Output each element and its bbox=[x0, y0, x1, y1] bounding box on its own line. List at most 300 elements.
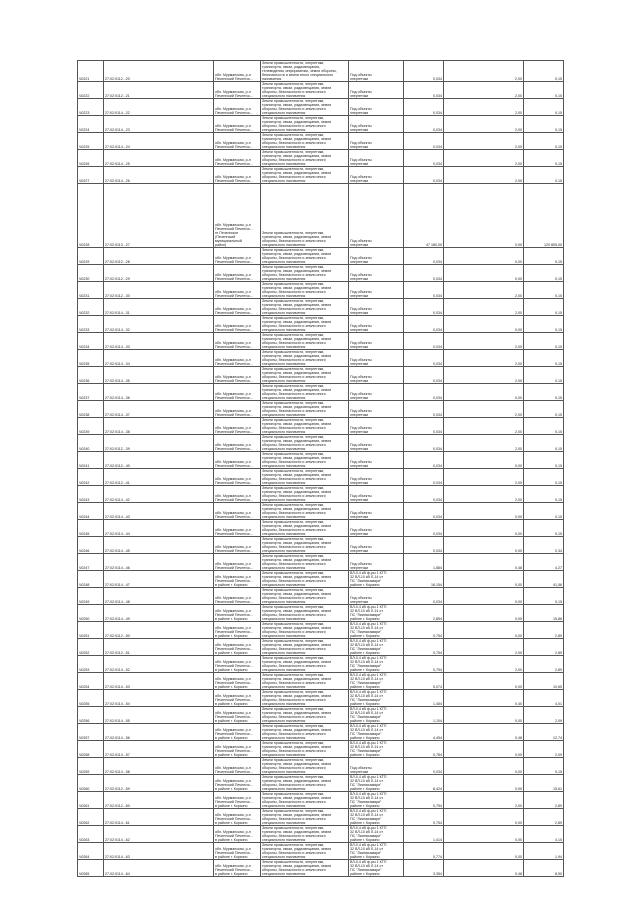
table-row bbox=[78, 792, 564, 809]
tax-amount-cell: 0,15 bbox=[524, 401, 564, 418]
land-category-cell: Земли промышленности, энергетики, транспорта, связи, радиовещания, земли обороны, безопасности и земли иного специального назначения bbox=[261, 571, 349, 588]
table-row bbox=[78, 367, 564, 384]
row-id-cell: Ч0259 bbox=[78, 758, 104, 775]
area-cell: 8,424 bbox=[404, 775, 444, 792]
rate-cell: 0,00 bbox=[444, 316, 524, 333]
rate-cell: 0,00 bbox=[444, 758, 524, 775]
land-category-cell: Земли промышленности, энергетики, транспорта, связи, радиовещания, земли обороны, безопасности и земли иного специального назначения bbox=[261, 639, 349, 656]
location-cell: обл. Мурманская, р-н Печенгский Печенгск... bbox=[214, 758, 261, 775]
land-category-cell: Земли промышленности, энергетики, транспорта, связи, радиовещания, земли обороны, безопасности и земли иного специального назначения bbox=[261, 184, 349, 248]
rate-cell: 0,00 bbox=[444, 605, 524, 622]
location-cell: обл. Мурманская, р-н Печенгский Печенгск... bbox=[214, 248, 261, 265]
area-cell: 0,034 bbox=[404, 82, 444, 99]
tax-amount-cell: 0,15 bbox=[524, 61, 564, 82]
land-category-cell: Земли промышленности, энергетики, транспорта, связи, радиовещания, земли обороны, безопасности и земли иного специального назначения bbox=[261, 299, 349, 316]
cadastral-number-cell: 27:02:0114...24 bbox=[104, 133, 214, 150]
location-cell: обл. Мурманская, р-н Печенгский Печенгск... bbox=[214, 418, 261, 435]
rate-cell: 0,00 bbox=[444, 741, 524, 758]
location-cell: обл. Мурманская, р-н Печенгский Печенгск... bbox=[214, 61, 261, 82]
permitted-use-cell: Под объекты энергетики bbox=[349, 316, 404, 333]
table-row bbox=[78, 724, 564, 741]
area-cell: 0,754 bbox=[404, 809, 444, 826]
rate-cell: 0,00 bbox=[444, 520, 524, 537]
tax-amount-cell: 0,15 bbox=[524, 282, 564, 299]
rate-cell: 2,00 bbox=[444, 469, 524, 486]
row-id-cell: Ч0262 bbox=[78, 809, 104, 826]
row-id-cell: Ч0223 bbox=[78, 99, 104, 116]
land-category-cell: Земли промышленности, энергетики, транспорта, связи, радиовещания, земли обороны, безопасности и земли иного специального назначения bbox=[261, 418, 349, 435]
row-id-cell: Ч0240 bbox=[78, 435, 104, 452]
rate-cell: 0,00 bbox=[444, 707, 524, 724]
table-row bbox=[78, 61, 564, 82]
area-cell: 1,454 bbox=[404, 690, 444, 707]
tax-amount-cell: 0,15 bbox=[524, 418, 564, 435]
cadastral-number-cell: 27:02:0114...35 bbox=[104, 367, 214, 384]
location-cell: обл. Мурманская, р-н Печенгский Печенгск... bbox=[214, 520, 261, 537]
tax-amount-cell: 2,89 bbox=[524, 639, 564, 656]
tax-amount-cell: 4,27 bbox=[524, 554, 564, 571]
location-cell: обл. Мурманская, р-н Печенгский Печенгск... в районе г. Корзино bbox=[214, 792, 261, 809]
cadastral-number-cell: 27:02:0112...41 bbox=[104, 469, 214, 486]
row-id-cell: Ч0264 bbox=[78, 843, 104, 860]
tax-amount-cell: 0,34 bbox=[524, 537, 564, 554]
permitted-use-cell: Под объекты энергетики bbox=[349, 537, 404, 554]
row-id-cell: Ч0239 bbox=[78, 418, 104, 435]
row-id-cell: Ч0247 bbox=[78, 554, 104, 571]
rate-cell: 0,00 bbox=[444, 826, 524, 843]
location-cell: обл. Мурманская, р-н Печенгский Печенгск... bbox=[214, 435, 261, 452]
permitted-use-cell: ВЛ-0,4 кВ ф-ры 1 КТП 32 ВЛ-10 кВ Л-14 от ПС "Лиинахамари" районе г. Корзино bbox=[349, 826, 404, 843]
cadastral-number-cell: 27:02:0114...53 bbox=[104, 673, 214, 690]
table-row bbox=[78, 133, 564, 150]
cadastral-number-cell: 27:02:0112...51 bbox=[104, 639, 214, 656]
land-category-cell: Земли промышленности, энергетики, транспорта, связи, радиовещания, земли обороны, безопасности и земли иного специального назначения bbox=[261, 116, 349, 133]
tax-amount-cell: 12,74 bbox=[524, 724, 564, 741]
table-row bbox=[78, 605, 564, 622]
land-category-cell: Земли промышленности, энергетики, транспорта, связи, радиовещания, земли обороны, безопасности и земли иного специального назначения bbox=[261, 167, 349, 184]
table-row bbox=[78, 435, 564, 452]
rate-cell: 0,00 bbox=[444, 265, 524, 282]
cadastral-number-cell: 27:02:0114...36 bbox=[104, 384, 214, 401]
table-row bbox=[78, 299, 564, 316]
permitted-use-cell: Под объекты энергетики bbox=[349, 82, 404, 99]
table-row bbox=[78, 775, 564, 792]
tax-amount-cell: 0,15 bbox=[524, 367, 564, 384]
rate-cell: 0,00 bbox=[444, 184, 524, 248]
permitted-use-cell: Под объекты энергетики bbox=[349, 150, 404, 167]
land-category-cell: Земли промышленности, энергетики, транспорта, связи, радиовещания, земли обороны, безопасности и земли иного специального назначения bbox=[261, 741, 349, 758]
land-category-cell: Земли промышленности, энергетики, транспорта, связи, радиовещания, земли обороны, безопасности и земли иного специального назначения bbox=[261, 282, 349, 299]
cadastral-number-cell: 27:02:0114...44 bbox=[104, 520, 214, 537]
table-row bbox=[78, 248, 564, 265]
area-cell: 0,034 bbox=[404, 167, 444, 184]
area-cell: 0,034 bbox=[404, 401, 444, 418]
permitted-use-cell: Под объекты энергетики bbox=[349, 554, 404, 571]
row-id-cell: Ч0228 bbox=[78, 184, 104, 248]
rate-cell: 0,00 bbox=[444, 248, 524, 265]
rate-cell: 2,00 bbox=[444, 656, 524, 673]
location-cell: обл. Мурманская, р-н Печенгский Печенгск... bbox=[214, 367, 261, 384]
location-cell: обл. Мурманская, р-н Печенгский Печенгск... в районе г. Корзино bbox=[214, 860, 261, 877]
permitted-use-cell: Под объекты энергетики bbox=[349, 503, 404, 520]
row-id-cell: Ч0226 bbox=[78, 150, 104, 167]
location-cell: обл. Мурманская, р-н Печенгский Печенгск... в районе г. Корзино bbox=[214, 775, 261, 792]
permitted-use-cell: Под объекты энергетики bbox=[349, 350, 404, 367]
rate-cell: 2,00 bbox=[444, 792, 524, 809]
area-cell: 0,034 bbox=[404, 150, 444, 167]
rate-cell: 2,00 bbox=[444, 82, 524, 99]
row-id-cell: Ч0253 bbox=[78, 656, 104, 673]
table-row bbox=[78, 167, 564, 184]
land-category-cell: Земли промышленности, энергетики, транспорта, связи, радиовещания, земли обороны, безопасности и земли иного специального назначения bbox=[261, 775, 349, 792]
cadastral-number-cell: 27:02:0114...62 bbox=[104, 826, 214, 843]
location-cell: обл. Мурманская, р-н Печенгский Печенгск... bbox=[214, 82, 261, 99]
area-cell: 0,034 bbox=[404, 588, 444, 605]
cadastral-number-cell: 27:02:0114...61 bbox=[104, 809, 214, 826]
cadastral-number-cell: 27:02:0114...64 bbox=[104, 860, 214, 877]
table-row bbox=[78, 503, 564, 520]
tax-amount-cell: 0,15 bbox=[524, 486, 564, 503]
row-id-cell: Ч0224 bbox=[78, 116, 104, 133]
permitted-use-cell: ВЛ-0,4 кВ ф-ры 1 КТП 32 ВЛ-10 кВ Л-14 от ПС "Лиинахамари" районе г. Корзино bbox=[349, 690, 404, 707]
land-category-cell: Земли промышленности, энергетики, транспорта, связи, радиовещания, земли обороны, безопасности и земли иного специального назначения bbox=[261, 435, 349, 452]
permitted-use-cell: Под объекты энергетики bbox=[349, 167, 404, 184]
land-category-cell: Земли промышленности, энергетики, транспорта, связи, радиовещания, земли обороны, безопасности и земли иного специального назначения bbox=[261, 656, 349, 673]
rate-cell: 2,00 bbox=[444, 167, 524, 184]
rate-cell: 0,00 bbox=[444, 775, 524, 792]
permitted-use-cell: Под объекты энергетики bbox=[349, 469, 404, 486]
tax-amount-cell: 4,15 bbox=[524, 826, 564, 843]
land-category-cell: Земли промышленности, энергетики, транспорта, связи, радиовещания, земли обороны, безопасности и земли иного специального назначения bbox=[261, 554, 349, 571]
rate-cell: 0,00 bbox=[444, 588, 524, 605]
land-category-cell: Земли промышленности, энергетики, транспорта, связи, радиовещания, земли обороны, безопасности и земли иного специального назначения bbox=[261, 469, 349, 486]
table-row bbox=[78, 384, 564, 401]
table-row bbox=[78, 418, 564, 435]
row-id-cell: Ч0252 bbox=[78, 639, 104, 656]
permitted-use-cell: Под объекты энергетики bbox=[349, 758, 404, 775]
row-id-cell: Ч0248 bbox=[78, 571, 104, 588]
land-category-cell: Земли промышленности, энергетики, транспорта, связи, радиовещания, земли обороны, безопасности и земли иного специального назначения bbox=[261, 690, 349, 707]
area-cell: 0,034 bbox=[404, 265, 444, 282]
row-id-cell: Ч0236 bbox=[78, 367, 104, 384]
location-cell: обл. Мурманская, р-н Печенгский Печенгск... в районе г. Корзино bbox=[214, 622, 261, 639]
tax-amount-cell: 0,15 bbox=[524, 265, 564, 282]
location-cell: обл. Мурманская, р-н Печенгский Печенгск... bbox=[214, 384, 261, 401]
location-cell: обл. Мурманская, р-н Печенгский Печенгск... bbox=[214, 503, 261, 520]
area-cell: 0,034 bbox=[404, 384, 444, 401]
area-cell: 0,754 bbox=[404, 639, 444, 656]
area-cell: 0,034 bbox=[404, 248, 444, 265]
rate-cell: 0,00 bbox=[444, 809, 524, 826]
rate-cell: 2,00 bbox=[444, 418, 524, 435]
area-cell: 0,034 bbox=[404, 61, 444, 82]
area-cell: 0,034 bbox=[404, 299, 444, 316]
land-category-cell: Земли промышленности, энергетики, транспорта, связи, радиовещания, земли обороны, безопасности и земли иного специального назначения bbox=[261, 350, 349, 367]
land-category-cell: Земли промышленности, энергетики, транспорта, связи, радиовещания, земли обороны, безопасности и земли иного специального назначения bbox=[261, 248, 349, 265]
rate-cell: 2,00 bbox=[444, 61, 524, 82]
location-cell: обл. Мурманская, р-н Печенгский Печенгск... в районе г. Корзино bbox=[214, 571, 261, 588]
cadastral-number-cell: 27:02:0114...43 bbox=[104, 503, 214, 520]
land-category-cell: Земли промышленности, энергетики, транспорта, связи, радиовещания, земли обороны, безопасности и земли иного специального назначения bbox=[261, 792, 349, 809]
land-category-cell: Земли промышленности, энергетики, транспорта, связи, радиовещания, земли обороны, безопасности и земли иного специального назначения bbox=[261, 758, 349, 775]
land-category-cell: Земли промышленности, энергетики, транспорта, связи, радиовещания, земли обороны, безопасности и земли иного специального назначения bbox=[261, 673, 349, 690]
cadastral-number-cell: 27:02:0114...52 bbox=[104, 656, 214, 673]
permitted-use-cell: ВЛ-0,4 кВ ф-ры 1 КТП 32 ВЛ-10 кВ Л-14 от ПС "Лиинахамари" районе г. Корзино bbox=[349, 622, 404, 639]
area-cell: 1,104 bbox=[404, 707, 444, 724]
permitted-use-cell: Под объекты энергетики bbox=[349, 248, 404, 265]
tax-amount-cell: 2,89 bbox=[524, 792, 564, 809]
location-cell: обл. Мурманская, р-н Печенгский Печенгск... bbox=[214, 150, 261, 167]
permitted-use-cell: ВЛ-0,4 кВ ф-ры 1 КТП 32 ВЛ-10 кВ Л-14 от ПС "Лиинахамари" районе г. Корзино bbox=[349, 639, 404, 656]
land-category-cell: Земли промышленности, энергетики, транспорта, связи, радиовещания, земли обороны, безопасности и земли иного специального назначения bbox=[261, 367, 349, 384]
cadastral-number-cell: 27:02:0114...42 bbox=[104, 486, 214, 503]
permitted-use-cell: Под объекты энергетики bbox=[349, 520, 404, 537]
cadastral-number-cell: 27:02:0112...50 bbox=[104, 622, 214, 639]
land-category-cell: Земли промышленности, энергетики, транспорта, связи, радиовещания, земли обороны, безопасности и земли иного специального назначения bbox=[261, 826, 349, 843]
cadastral-number-cell: 27:02:0114...38 bbox=[104, 418, 214, 435]
permitted-use-cell: Под объекты энергетики bbox=[349, 486, 404, 503]
table-row bbox=[78, 673, 564, 690]
table-body bbox=[78, 61, 564, 877]
cadastral-number-cell: 27:02:0112...28 bbox=[104, 248, 214, 265]
row-id-cell: Ч0260 bbox=[78, 775, 104, 792]
tax-amount-cell: 0,15 bbox=[524, 82, 564, 99]
permitted-use-cell: Под объекты энергетики bbox=[349, 184, 404, 248]
tax-amount-cell: 41,56 bbox=[524, 571, 564, 588]
area-cell: 0,034 bbox=[404, 116, 444, 133]
rate-cell: 0,40 bbox=[444, 690, 524, 707]
tax-amount-cell: 0,15 bbox=[524, 299, 564, 316]
location-cell: обл. Мурманская, р-н Печенгский Печенгск... в районе г. Корзино bbox=[214, 639, 261, 656]
permitted-use-cell: Под объекты энергетики bbox=[349, 133, 404, 150]
tax-amount-cell: 0,15 bbox=[524, 248, 564, 265]
area-cell: 5,074 bbox=[404, 673, 444, 690]
row-id-cell: Ч0261 bbox=[78, 792, 104, 809]
cadastral-number-cell: 27:02:0114...58 bbox=[104, 758, 214, 775]
area-cell: 18,154 bbox=[404, 571, 444, 588]
table-row bbox=[78, 469, 564, 486]
area-cell: 0,034 bbox=[404, 503, 444, 520]
area-cell: 2,854 bbox=[404, 605, 444, 622]
row-id-cell: Ч0254 bbox=[78, 673, 104, 690]
rate-cell: 0,00 bbox=[444, 503, 524, 520]
table-row bbox=[78, 707, 564, 724]
cadastral-number-cell: 27:02:0114...25 bbox=[104, 150, 214, 167]
rate-cell: 0,48 bbox=[444, 554, 524, 571]
permitted-use-cell: ВЛ-0,4 кВ ф-ры 1 КТП 32 ВЛ-10 кВ Л-14 от ПС "Лиинахамари" районе г. Корзино bbox=[349, 792, 404, 809]
permitted-use-cell: ВЛ-0,4 кВ ф-ры 1 КТП 32 ВЛ-10 кВ Л-14 от ПС "Лиинахамари" районе г. Корзино bbox=[349, 673, 404, 690]
tax-amount-cell: 15,61 bbox=[524, 775, 564, 792]
location-cell: обл. Мурманская, р-н Печенгский Печенгск... bbox=[214, 486, 261, 503]
area-cell: 0,754 bbox=[404, 622, 444, 639]
table-row bbox=[78, 333, 564, 350]
row-id-cell: Ч0229 bbox=[78, 248, 104, 265]
land-category-cell: Земли промышленности, энергетики, транспорта, связи, радиовещания, земли обороны, безопасности и земли иного специального назначения bbox=[261, 503, 349, 520]
land-category-cell: Земли промышленности, энергетики, транспорта, связи, радиовещания, земли обороны, безопасности и земли иного специального назначения bbox=[261, 860, 349, 877]
rate-cell: 2,00 bbox=[444, 367, 524, 384]
tax-amount-cell: 0,15 bbox=[524, 99, 564, 116]
tax-amount-cell: 120 805,00 bbox=[524, 184, 564, 248]
land-category-cell: Земли промышленности, энергетики, транспорта, связи, радиовещания, земли обороны, безопасности и земли иного специального назначения bbox=[261, 537, 349, 554]
row-id-cell: Ч0222 bbox=[78, 82, 104, 99]
area-cell: 0,754 bbox=[404, 792, 444, 809]
rate-cell: 2,00 bbox=[444, 435, 524, 452]
table-row bbox=[78, 452, 564, 469]
tax-amount-cell: 0,15 bbox=[524, 469, 564, 486]
tax-amount-cell: 10,65 bbox=[524, 673, 564, 690]
tax-amount-cell: 0,15 bbox=[524, 758, 564, 775]
row-id-cell: Ч0230 bbox=[78, 265, 104, 282]
row-id-cell: Ч0250 bbox=[78, 605, 104, 622]
area-cell: 0,034 bbox=[404, 99, 444, 116]
table-row bbox=[78, 350, 564, 367]
land-category-cell: Земли промышленности, энергетики, транспорта, связи, радиовещания, земли обороны, безопасности и земли иного специального назначения bbox=[261, 316, 349, 333]
table-row bbox=[78, 520, 564, 537]
area-cell: 0,034 bbox=[404, 418, 444, 435]
permitted-use-cell: Под объекты энергетики bbox=[349, 61, 404, 82]
cadastral-number-cell: 27:02:0114...23 bbox=[104, 116, 214, 133]
table-row bbox=[78, 150, 564, 167]
row-id-cell: Ч0238 bbox=[78, 401, 104, 418]
row-id-cell: Ч0243 bbox=[78, 486, 104, 503]
location-cell: обл. Мурманская, р-н Печенгский Печенгск... в районе г. Корзино bbox=[214, 707, 261, 724]
location-cell: обл. Мурманская, р-н Печенгский Печенгск... bbox=[214, 401, 261, 418]
cadastral-number-cell: 27:02:0114...63 bbox=[104, 843, 214, 860]
location-cell: обл. Мурманская, р-н Печенгский Печенгск... bbox=[214, 333, 261, 350]
location-cell: обл. Мурманская, р-н Печенгский Печенгск... bbox=[214, 116, 261, 133]
location-cell: обл. Мурманская, р-н Печенгский Печенгск... bbox=[214, 265, 261, 282]
permitted-use-cell: Под объекты энергетики bbox=[349, 99, 404, 116]
permitted-use-cell: Под объекты энергетики bbox=[349, 452, 404, 469]
location-cell: обл. Мурманская, р-н Печенгский Печенгск... bbox=[214, 588, 261, 605]
location-cell: обл. Мурманская, р-н Печенгский Печенгск... bbox=[214, 99, 261, 116]
area-cell: 3,354 bbox=[404, 860, 444, 877]
permitted-use-cell: ВЛ-0,4 кВ ф-ры 1 КТП 32 ВЛ-10 кВ Л-14 от ПС "Лиинахамари" районе г. Корзино bbox=[349, 860, 404, 877]
row-id-cell: Ч0263 bbox=[78, 826, 104, 843]
area-cell: 0,034 bbox=[404, 333, 444, 350]
cadastral-number-cell: 27:02:0114...31 bbox=[104, 299, 214, 316]
land-category-cell: Земли промышленности, энергетики, транспорта, связи, радиовещания, земли обороны, безопасности и земли иного специального назначения bbox=[261, 843, 349, 860]
table-row bbox=[78, 82, 564, 99]
location-cell: обл. Мурманская, р-н Печенгский Печенгск... bbox=[214, 452, 261, 469]
table-row bbox=[78, 571, 564, 588]
row-id-cell: Ч0257 bbox=[78, 724, 104, 741]
location-cell: обл. Мурманская, р-н Печенгский Печенгск... в районе г. Корзино bbox=[214, 809, 261, 826]
row-id-cell: Ч0242 bbox=[78, 469, 104, 486]
land-category-cell: Земли промышленности, энергетики, транспорта, связи, радиовещания, земли обороны, безопасности и земли иного специального назначения bbox=[261, 384, 349, 401]
row-id-cell: Ч0245 bbox=[78, 520, 104, 537]
location-cell: обл. Мурманская, р-н Печенгский Печенгск... bbox=[214, 133, 261, 150]
table-row bbox=[78, 826, 564, 843]
rate-cell: 2,00 bbox=[444, 486, 524, 503]
location-cell: обл. Мурманская, р-н Печенгский Печенгск... bbox=[214, 282, 261, 299]
land-category-cell: Земли промышленности, энергетики, транспорта, связи, радиовещания, земли обороны, безопасности и земли иного специального назначения bbox=[261, 452, 349, 469]
rate-cell: 0,48 bbox=[444, 724, 524, 741]
tax-amount-cell: 4,01 bbox=[524, 690, 564, 707]
permitted-use-cell: Под объекты энергетики bbox=[349, 401, 404, 418]
tax-amount-cell: 0,15 bbox=[524, 503, 564, 520]
location-cell: обл. Мурманская, р-н Печенгский Печенгск... bbox=[214, 299, 261, 316]
permitted-use-cell: Под объекты энергетики bbox=[349, 116, 404, 133]
table-row bbox=[78, 843, 564, 860]
rate-cell: 0,00 bbox=[444, 452, 524, 469]
area-cell: 0,774 bbox=[404, 843, 444, 860]
permitted-use-cell: Под объекты энергетики bbox=[349, 265, 404, 282]
location-cell: обл. Мурманская, р-н Печенгский Печенгск... в районе г. Корзино bbox=[214, 656, 261, 673]
rate-cell: 0,00 bbox=[444, 384, 524, 401]
location-cell: обл. Мурманская, р-н Печенгский Печенгск... bbox=[214, 350, 261, 367]
cadastral-number-cell: 27:02:0114...55 bbox=[104, 707, 214, 724]
land-category-cell: Земли промышленности, энергетики, транспорта, связи, радиовещания, земли обороны, безопасности и земли иного специального назначения bbox=[261, 588, 349, 605]
row-id-cell: Ч0225 bbox=[78, 133, 104, 150]
land-tax-table bbox=[77, 60, 564, 877]
permitted-use-cell: Под объекты энергетики bbox=[349, 282, 404, 299]
land-category-cell: Земли промышленности, энергетики, транспорта, связи, радиовещания, земли обороны, безопасности и земли иного специального назначения bbox=[261, 707, 349, 724]
cadastral-number-cell: 27:02:0114...57 bbox=[104, 741, 214, 758]
permitted-use-cell: ВЛ-0,4 кВ ф-ры 1 КТП 32 ВЛ-10 кВ Л-14 от ПС "Лиинахамари" районе г. Корзино bbox=[349, 571, 404, 588]
rate-cell: 2,00 bbox=[444, 99, 524, 116]
tax-amount-cell: 0,15 bbox=[524, 350, 564, 367]
tax-amount-cell: 0,15 bbox=[524, 133, 564, 150]
land-category-cell: Земли промышленности, энергетики, транспорта, связи, радиовещания, земли обороны, безопасности и земли иного специального назначения bbox=[261, 99, 349, 116]
cadastral-number-cell: 27:02:0114...34 bbox=[104, 350, 214, 367]
cadastral-number-cell: 27:02:0114...46 bbox=[104, 554, 214, 571]
rate-cell: 0,00 bbox=[444, 622, 524, 639]
rate-cell: 0,48 bbox=[444, 860, 524, 877]
area-cell: 0,034 bbox=[404, 316, 444, 333]
location-cell: обл. Мурманская, р-н Печенгский Печенгск... bbox=[214, 554, 261, 571]
rate-cell: 2,00 bbox=[444, 282, 524, 299]
table-row bbox=[78, 537, 564, 554]
table-row bbox=[78, 486, 564, 503]
row-id-cell: Ч0244 bbox=[78, 503, 104, 520]
land-category-cell: Земли промышленности, энергетики, транспорта, связи, радиовещания, земли обороны, безопасности и земли иного специального назначения bbox=[261, 82, 349, 99]
rate-cell: 0,00 bbox=[444, 673, 524, 690]
table-row bbox=[78, 401, 564, 418]
table-row bbox=[78, 741, 564, 758]
permitted-use-cell: Под объекты энергетики bbox=[349, 333, 404, 350]
area-cell: 1,884 bbox=[404, 554, 444, 571]
cadastral-number-cell: 27:02:0112...30 bbox=[104, 282, 214, 299]
row-id-cell: Ч0235 bbox=[78, 350, 104, 367]
permitted-use-cell: Под объекты энергетики bbox=[349, 435, 404, 452]
location-cell: обл. Мурманская, р-н Печенгский Печенгск... bbox=[214, 469, 261, 486]
area-cell: 0,034 bbox=[404, 282, 444, 299]
row-id-cell: Ч0233 bbox=[78, 316, 104, 333]
row-id-cell: Ч0234 bbox=[78, 333, 104, 350]
area-cell: 0,034 bbox=[404, 537, 444, 554]
cadastral-number-cell: 27:02:0112...60 bbox=[104, 792, 214, 809]
rate-cell: 0,00 bbox=[444, 571, 524, 588]
cadastral-number-cell: 27:02:0114...54 bbox=[104, 690, 214, 707]
tax-amount-cell: 0,15 bbox=[524, 384, 564, 401]
area-cell: 0,034 bbox=[404, 520, 444, 537]
permitted-use-cell: ВЛ-0,4 кВ ф-ры 1 КТП 32 ВЛ-10 кВ Л-14 от ПС "Лиинахамари" районе г. Корзино bbox=[349, 724, 404, 741]
table-row bbox=[78, 265, 564, 282]
row-id-cell: Ч0232 bbox=[78, 299, 104, 316]
area-cell: 0,034 bbox=[404, 758, 444, 775]
permitted-use-cell: ВЛ-0,4 кВ ф-ры 1 КТП 32 ВЛ-10 кВ Л-14 от ПС "Лиинахамари" районе г. Корзино bbox=[349, 843, 404, 860]
table-row bbox=[78, 639, 564, 656]
row-id-cell: Ч0256 bbox=[78, 707, 104, 724]
rate-cell: 2,00 bbox=[444, 133, 524, 150]
tax-amount-cell: 2,09 bbox=[524, 741, 564, 758]
area-cell: 1,414 bbox=[404, 826, 444, 843]
row-id-cell: Ч0249 bbox=[78, 588, 104, 605]
area-cell: 0,784 bbox=[404, 741, 444, 758]
permitted-use-cell: ВЛ-0,4 кВ ф-ры 1 КТП 32 ВЛ-10 кВ Л-14 от ПС "Лиинахамари" районе г. Корзино bbox=[349, 775, 404, 792]
area-cell: 0,754 bbox=[404, 656, 444, 673]
